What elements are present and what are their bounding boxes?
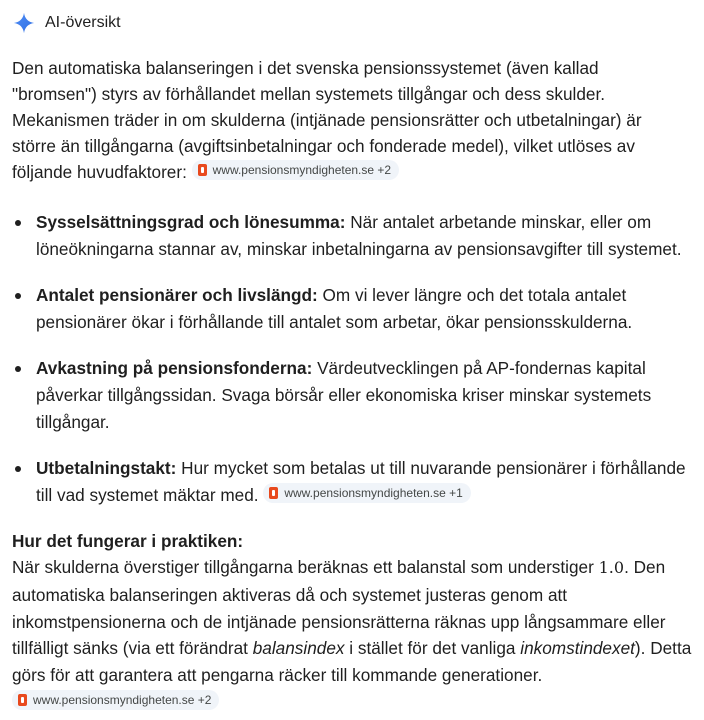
intro-text: Den automatiska balanseringen i det svenska pensionssystemet (även kallad "bromsen") styrs av förhållandet mellan systemets tillgångar och dess skulder. Mekanismen träder in om skulderna (intjänade pensionsrätter och utbetalningar) är större än tillgångarna (avgiftsinbetalningar och fonderade medel), vilket utlöses av följande huvudfaktorer: [12, 58, 642, 182]
bullet-text: Hur mycket som betalas ut till nuvarande pensionärer i förhållande till vad systemet mäktar med. [36, 458, 686, 505]
factor-list [12, 209, 696, 509]
practice-text-2: . Den automatiska balanseringen aktiveras då och systemet justeras genom att inkomstpensionerna och de intjänade pensionsrätterna räknas upp långsammare eller tillfälligt sänks (via ett förändrat [12, 557, 666, 659]
balance-ratio-value: 1.0 [598, 558, 625, 577]
bullet-text: När antalet arbetande minskar, eller om löneökningarna stannar av, minskar inbetalningarna av pensionsavgifter till systemet. [36, 212, 682, 259]
source-chip-practice[interactable] [12, 690, 219, 710]
source-chip-label: www.pensionsmyndigheten.se +1 [284, 486, 463, 500]
bullet-dot-icon [15, 220, 21, 226]
bullet-title: Antalet pensionärer och livslängd: [36, 285, 318, 305]
balansindex-term: balansindex [252, 638, 345, 659]
ai-overview-title: AI-översikt [45, 14, 121, 31]
gemini-sparkle-icon [13, 12, 35, 34]
intro-paragraph [12, 55, 684, 185]
list-item [12, 455, 692, 509]
bullet-text: Om vi lever längre och det totala antalet pensionärer ökar i förhållande till antalet som arbetar, ökar pensionsskulderna. [36, 285, 633, 332]
bullet-dot-icon [15, 466, 21, 472]
bullet-title: Utbetalningstakt: [36, 458, 177, 478]
practice-text-1: När skulderna överstiger tillgångarna beräknas ett balanstal som understiger [12, 557, 599, 577]
practice-paragraph [12, 554, 692, 716]
practice-heading: Hur det fungerar i praktiken: [12, 531, 244, 551]
source-favicon-icon [18, 694, 27, 706]
source-favicon-icon [198, 164, 207, 176]
list-item [12, 209, 692, 263]
ai-overview-panel [12, 8, 696, 716]
source-favicon-icon [269, 487, 278, 499]
bullet-text: Värdeutvecklingen på AP-fondernas kapital påverkar tillgångssidan. Svaga börsår eller ekonomiska kriser minskar systemets tillgångar. [36, 358, 652, 432]
source-chip-bullet[interactable] [263, 483, 470, 503]
inkomstindex-term: inkomstindexet [520, 638, 635, 659]
source-chip-intro[interactable] [192, 160, 399, 180]
practice-text-4: ). Detta görs för att garantera att pengarna räcker till kommande generationer. [12, 638, 692, 686]
practice-text-3: i stället för det vanliga [344, 638, 521, 659]
bullet-dot-icon [15, 366, 21, 372]
source-chip-label: www.pensionsmyndigheten.se +2 [33, 692, 212, 707]
list-item [12, 282, 692, 336]
bullet-title: Avkastning på pensionsfonderna: [36, 358, 313, 378]
list-item [12, 355, 692, 436]
ai-overview-header [12, 8, 696, 38]
bullet-title: Sysselsättningsgrad och lönesumma: [36, 212, 346, 232]
bullet-dot-icon [15, 293, 21, 299]
source-chip-label: www.pensionsmyndigheten.se +2 [212, 163, 392, 177]
